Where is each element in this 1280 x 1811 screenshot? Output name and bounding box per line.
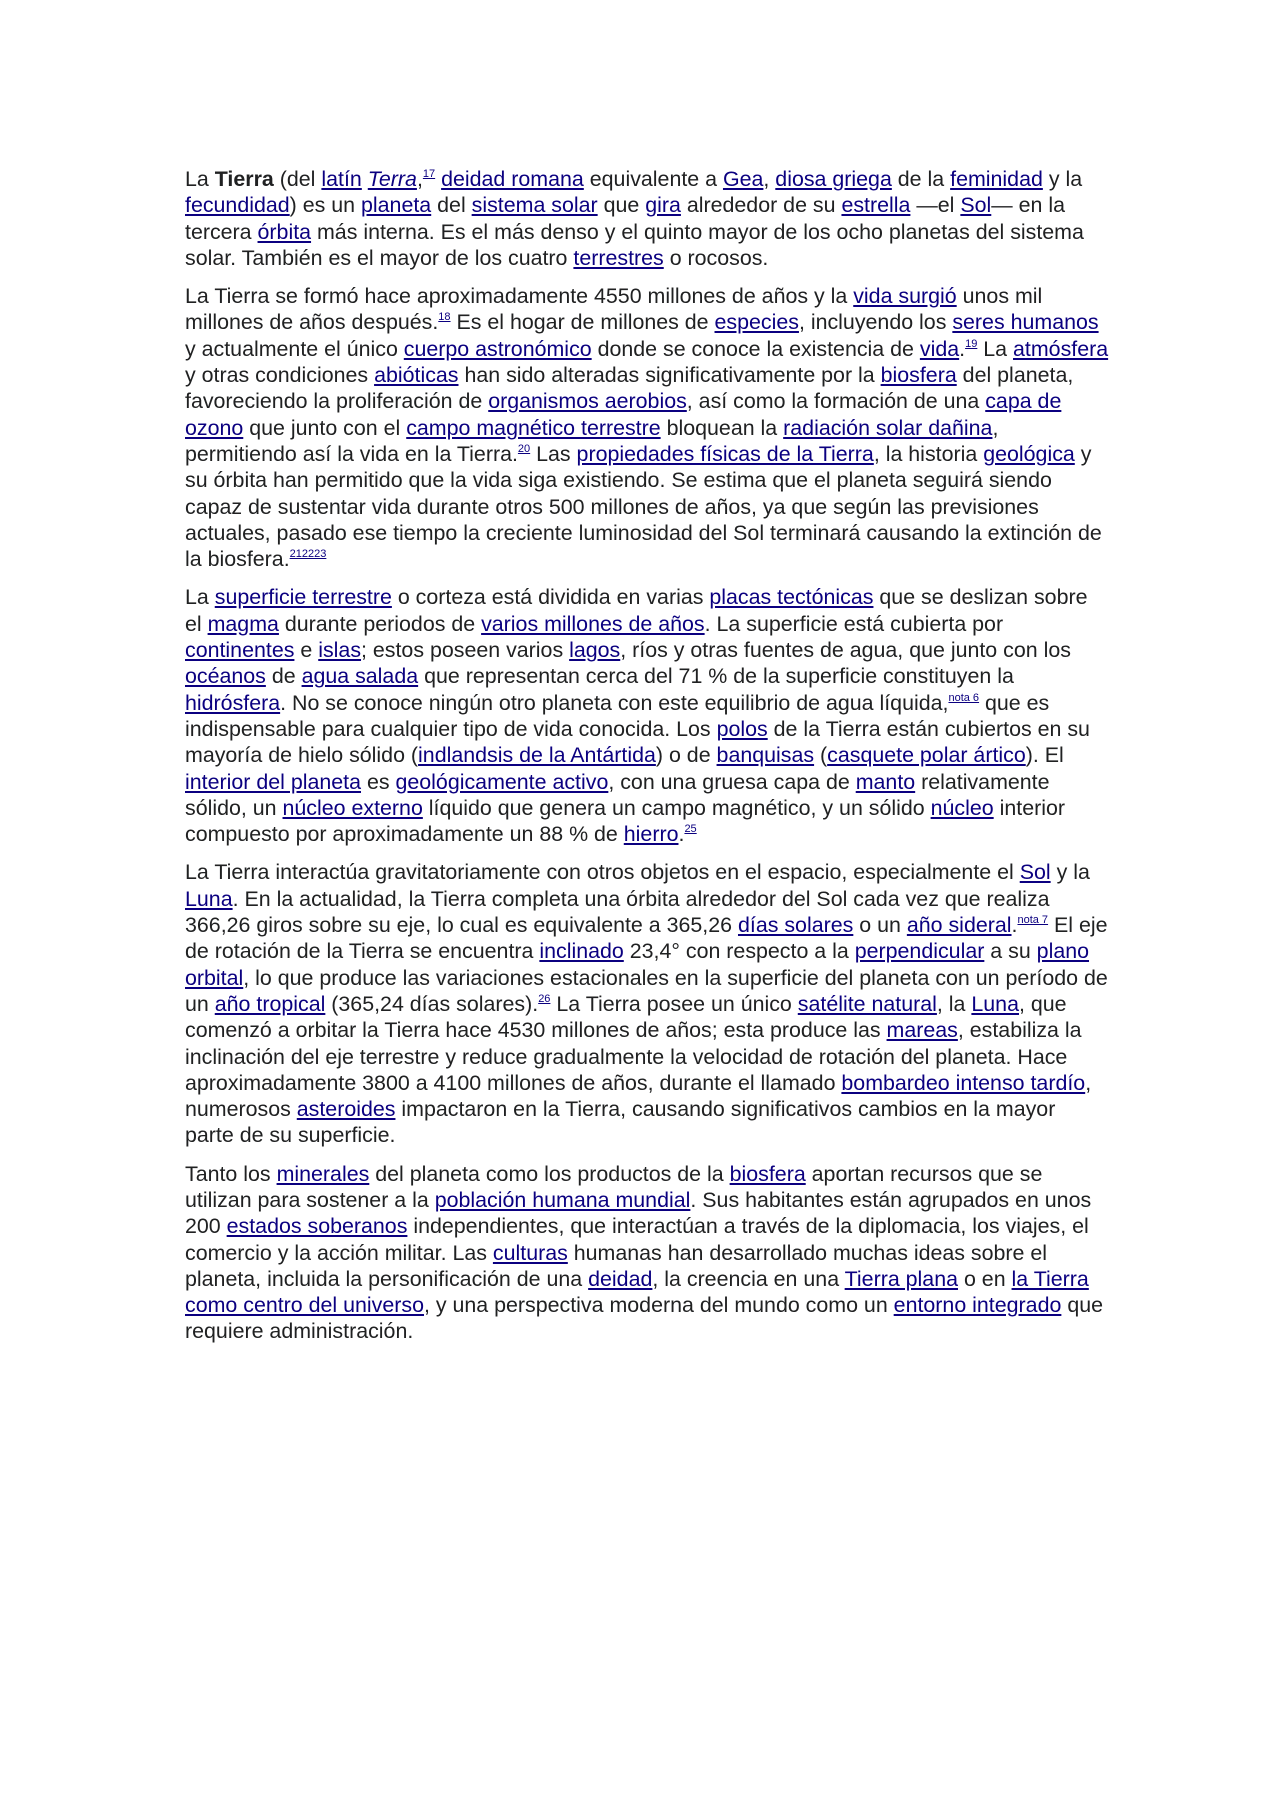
- link-vida-surgio[interactable]: vida surgió: [853, 284, 957, 309]
- text-run: del planeta como los productos de la: [369, 1161, 730, 1186]
- reference-sup: [290, 548, 327, 560]
- text-run: La Tierra posee un único: [550, 991, 798, 1016]
- text-run: que es indispensable para cualquier tipo de vida conocida. Los: [185, 690, 1050, 741]
- link-planeta[interactable]: planeta: [361, 193, 432, 218]
- reference-link-17[interactable]: 17: [422, 168, 436, 180]
- text-run: , y una perspectiva moderna del mundo como un: [423, 1293, 894, 1318]
- link-terra[interactable]: [368, 167, 417, 191]
- link-poblacion-humana-mundial[interactable]: población humana mundial: [434, 1187, 691, 1212]
- link-perpendicular[interactable]: perpendicular: [854, 939, 985, 964]
- text-run: bloquean la: [660, 415, 784, 440]
- link-bombardeo-intenso-tardio[interactable]: bombardeo intenso tardío: [841, 1070, 1086, 1095]
- text-run: .: [678, 822, 685, 847]
- link-geologica[interactable]: geológica: [983, 441, 1075, 466]
- link-cuerpo-astronomico[interactable]: cuerpo astronómico: [403, 336, 592, 361]
- text-run: y la: [1050, 860, 1090, 885]
- text-run: , que comenzó a orbitar la Tierra hace 4530 millones de años; esta produce las: [185, 991, 1067, 1043]
- link-biosfera[interactable]: biosfera: [729, 1161, 806, 1186]
- article-body: [185, 166, 1110, 1357]
- reference-sup: [1017, 914, 1048, 926]
- link-continentes[interactable]: continentes: [185, 638, 295, 663]
- reference-link-20[interactable]: 20: [517, 442, 531, 455]
- text-run: . La superficie está cubierta por: [704, 611, 1004, 636]
- text-run: de la: [891, 167, 951, 191]
- link-capa-de-ozono[interactable]: capa de ozono: [185, 389, 1062, 440]
- reference-sup: [684, 823, 696, 835]
- link-hidrosfera[interactable]: hidrósfera: [185, 690, 281, 715]
- link-casquete-polar-artico[interactable]: casquete polar ártico: [827, 743, 1026, 768]
- link-organismos-aerobios[interactable]: organismos aerobios: [488, 389, 687, 414]
- text-run: líquido que genera un campo magnético, y un sólido: [422, 795, 931, 820]
- text-run: han sido alteradas significativamente por la: [458, 363, 881, 388]
- text-run: humanas han desarrollado muchas ideas sobre el planeta, incluida la personificación de una: [185, 1240, 1048, 1291]
- link-dias-solares[interactable]: días solares: [737, 913, 854, 938]
- paragraph-3: [185, 584, 1110, 847]
- reference-link-nota-6[interactable]: nota 6: [948, 691, 980, 704]
- link-seres-humanos[interactable]: seres humanos: [952, 310, 1099, 335]
- text-run: y otras condiciones: [185, 363, 375, 388]
- link-diosa-griega[interactable]: diosa griega: [775, 167, 892, 191]
- link-islas[interactable]: islas: [318, 638, 362, 663]
- text-run: La: [185, 585, 215, 610]
- text-run: ). El: [1025, 743, 1064, 768]
- text-run: de la Tierra están cubiertos en su mayoría de hielo sólido (: [185, 716, 1090, 768]
- reference-sup: [423, 168, 435, 180]
- paragraph-2: [185, 283, 1110, 572]
- text-run: que representan cerca del 71 % de la superficie constituyen la: [418, 664, 1014, 689]
- link-ano-tropical[interactable]: año tropical: [214, 991, 326, 1016]
- link-ano-sideral[interactable]: año sideral: [906, 913, 1012, 938]
- reference-link-18[interactable]: 18: [438, 311, 451, 324]
- text-run: del planeta, favoreciendo la proliferación de: [185, 363, 1074, 414]
- link-manto[interactable]: manto: [855, 769, 916, 794]
- link-lagos[interactable]: lagos: [569, 638, 621, 663]
- link-indlandsis-de-la-antartida[interactable]: indlandsis de la Antártida: [418, 743, 656, 768]
- text-run: o un: [853, 913, 907, 938]
- link-sol[interactable]: Sol: [960, 193, 992, 218]
- text-run: — en la tercera: [185, 193, 1065, 244]
- text-run: más interna. Es el más denso y el quinto mayor de los ocho planetas del sistema solar. También es el mayor de los cuatro: [185, 219, 1084, 270]
- link-atmosfera[interactable]: atmósfera: [1013, 336, 1109, 361]
- link-biosfera[interactable]: biosfera: [880, 363, 957, 388]
- text-run: , lo que produce las variaciones estacionales en la superficie del planeta con un período de un: [185, 965, 1108, 1016]
- italic-text: Terra: [367, 167, 417, 191]
- text-run: ; estos poseen varios: [361, 638, 570, 663]
- text-run: La: [185, 167, 215, 191]
- link-placas-tectonicas[interactable]: placas tectónicas: [709, 585, 874, 610]
- link-interior-del-planeta[interactable]: interior del planeta: [185, 769, 361, 794]
- text-run: (365,24 días solares).: [325, 991, 539, 1016]
- text-run: e: [294, 638, 319, 663]
- text-run: alrededor de su: [680, 193, 842, 218]
- link-oceanos[interactable]: océanos: [185, 664, 266, 689]
- link-abioticas[interactable]: abióticas: [374, 363, 459, 388]
- link-satelite-natural[interactable]: satélite natural: [797, 991, 937, 1016]
- text-run: o corteza está dividida en varias: [391, 585, 710, 610]
- link-feminidad[interactable]: feminidad: [950, 167, 1043, 191]
- link-estrella[interactable]: estrella: [841, 193, 911, 218]
- text-run: .: [959, 336, 966, 361]
- reference-link-25[interactable]: 25: [684, 823, 697, 836]
- text-run: independientes, que interactúan a través de la diplomacia, los viajes, el comercio y la acción militar. Las: [185, 1214, 1089, 1265]
- reference-sup: [438, 311, 450, 323]
- link-latin[interactable]: latín: [321, 167, 362, 191]
- link-minerales[interactable]: minerales: [276, 1161, 370, 1186]
- bold-term: Tierra: [214, 167, 274, 191]
- reference-link-nota-7[interactable]: nota 7: [1017, 914, 1049, 927]
- text-run: Las: [530, 441, 577, 466]
- link-la-tierra-como-centro-del-universo[interactable]: la Tierra como centro del universo: [185, 1266, 1089, 1318]
- text-run: El eje de rotación de la Tierra se encuentra: [185, 913, 1108, 964]
- link-nucleo-externo[interactable]: núcleo externo: [282, 795, 423, 820]
- text-run: que requiere administración.: [185, 1293, 1104, 1344]
- link-deidad-romana[interactable]: deidad romana: [441, 167, 584, 191]
- reference-link-26[interactable]: 26: [538, 992, 551, 1005]
- link-radiacion-solar-danina[interactable]: radiación solar dañina: [783, 415, 993, 440]
- text-run: ) es un: [289, 193, 362, 218]
- text-run: , con una gruesa capa de: [608, 769, 856, 794]
- text-run: aportan recursos que se utilizan para sostener a la: [185, 1161, 1043, 1212]
- text-run: , numerosos: [185, 1070, 1092, 1122]
- text-run: . No se conoce ningún otro planeta con este equilibrio de agua líquida,: [280, 690, 949, 715]
- link-plano-orbital[interactable]: plano orbital: [185, 939, 1090, 990]
- text-run: ,: [763, 167, 776, 191]
- reference-sup: [965, 338, 977, 350]
- text-run: 23,4° con respecto a la: [623, 939, 855, 964]
- text-run: que: [597, 193, 646, 218]
- text-run: Tanto los: [185, 1161, 277, 1186]
- text-run: durante periodos de: [278, 611, 482, 636]
- link-superficie-terrestre[interactable]: superficie terrestre: [214, 585, 392, 610]
- text-run: o en: [958, 1266, 1012, 1291]
- text-run: —el: [910, 193, 961, 218]
- link-agua-salada[interactable]: agua salada: [301, 664, 419, 689]
- text-run: La Tierra se formó hace aproximadamente 4550 millones de años y la: [185, 284, 854, 309]
- text-run: que junto con el: [243, 415, 407, 440]
- text-run: interior compuesto por aproximadamente un 88 % de: [185, 795, 1065, 847]
- text-run: o rocosos.: [663, 245, 769, 270]
- text-run: . Sus habitantes están agrupados en unos 200: [185, 1187, 1092, 1239]
- text-run: , así como la formación de una: [686, 389, 986, 414]
- text-run: unos mil millones de años después.: [185, 284, 1043, 335]
- text-run: La Tierra interactúa gravitatoriamente con otros objetos en el espacio, especialmente el: [185, 860, 1020, 885]
- text-run: donde se conoce la existencia de: [591, 336, 920, 361]
- reference-link-19[interactable]: 19: [965, 337, 978, 350]
- link-asteroides[interactable]: asteroides: [296, 1097, 396, 1122]
- reference-sup: [538, 993, 550, 1005]
- link-luna[interactable]: Luna: [185, 886, 233, 911]
- link-terrestres[interactable]: terrestres: [573, 245, 664, 270]
- link-deidad[interactable]: deidad: [588, 1266, 653, 1291]
- link-nucleo[interactable]: núcleo: [930, 795, 994, 820]
- link-banquisas[interactable]: banquisas: [716, 743, 815, 768]
- text-run: ,: [416, 167, 423, 191]
- link-especies[interactable]: especies: [714, 310, 799, 335]
- link-sistema-solar[interactable]: sistema solar: [471, 193, 598, 218]
- text-run: impactaron en la Tierra, causando significativos cambios en la mayor parte de su superficie.: [185, 1097, 1056, 1148]
- text-run: . En la actualidad, la Tierra completa una órbita alrededor del Sol cada vez que realiza 366,26 giros sobre su eje, lo cual es equivalente a 365,26: [185, 886, 1050, 938]
- link-magma[interactable]: magma: [207, 611, 279, 636]
- text-run: (del: [273, 167, 322, 191]
- link-gea[interactable]: Gea: [722, 167, 764, 191]
- text-run: , la historia: [873, 441, 984, 466]
- link-orbita[interactable]: órbita: [257, 219, 312, 244]
- link-entorno-integrado[interactable]: entorno integrado: [893, 1293, 1062, 1318]
- link-mareas[interactable]: mareas: [886, 1018, 958, 1043]
- link-vida[interactable]: vida: [919, 336, 960, 361]
- paragraph-4: [185, 859, 1110, 1148]
- text-run: que se deslizan sobre el: [185, 585, 1088, 636]
- text-run: ) o de: [655, 743, 717, 768]
- link-varios-millones-de-anos[interactable]: varios millones de años: [481, 611, 705, 636]
- link-tierra-plana[interactable]: Tierra plana: [844, 1266, 959, 1291]
- text-run: , ríos y otras fuentes de agua, que junto con los: [620, 638, 1071, 663]
- paragraph-5: [185, 1161, 1110, 1345]
- text-run: equivalente a: [583, 167, 723, 191]
- text-run: , estabiliza la inclinación del eje terrestre y reduce gradualmente la velocidad de rotación del planeta. Hace aproximadamente 3800 a 4100 millones de años, durante el llamado: [185, 1018, 1082, 1095]
- reference-sup: [518, 443, 530, 455]
- text-run: La: [977, 336, 1014, 361]
- text-run: y su órbita han permitido que la vida siga existiendo. Se estima que el planeta seguirá siendo capaz de sustentar vida durante otros 500 millones de años, ya que según las previsiones actuales, pasado ese tiempo la creciente luminosidad del Sol terminará causando la extinción de la biosfera.: [185, 441, 1102, 572]
- text-run: Es el hogar de millones de: [450, 310, 715, 335]
- text-run: a su: [984, 939, 1037, 964]
- text-run: relativamente sólido, un: [185, 769, 1050, 820]
- link-inclinado[interactable]: inclinado: [539, 939, 624, 964]
- link-estados-soberanos[interactable]: estados soberanos: [226, 1214, 408, 1239]
- text-run: del: [431, 193, 472, 218]
- link-campo-magnetico-terrestre[interactable]: campo magnético terrestre: [406, 415, 661, 440]
- link-polos[interactable]: polos: [716, 716, 768, 741]
- text-run: es: [361, 769, 396, 794]
- link-sol[interactable]: Sol: [1019, 860, 1051, 885]
- text-run: .: [1011, 913, 1018, 938]
- link-luna[interactable]: Luna: [971, 991, 1019, 1016]
- link-propiedades-fisicas-de-la-tierra[interactable]: propiedades físicas de la Tierra: [576, 441, 874, 466]
- reference-sup: [948, 692, 979, 704]
- link-geologicamente-activo[interactable]: geológicamente activo: [395, 769, 609, 794]
- link-gira[interactable]: gira: [645, 193, 681, 218]
- text-run: , permitiendo así la vida en la Tierra.: [185, 415, 999, 466]
- paragraph-1: [185, 166, 1110, 271]
- reference-link-212223[interactable]: 212223: [289, 548, 327, 561]
- link-fecundidad[interactable]: fecundidad: [185, 193, 290, 218]
- text-run: , la creencia en una: [652, 1266, 845, 1291]
- text-run: (: [814, 743, 828, 768]
- link-culturas[interactable]: culturas: [492, 1240, 568, 1265]
- text-run: , incluyendo los: [798, 310, 953, 335]
- text-run: y actualmente el único: [185, 336, 404, 361]
- text-run: de: [265, 664, 302, 689]
- link-hierro[interactable]: hierro: [623, 822, 679, 847]
- text-run: y la: [1042, 167, 1083, 191]
- text-run: , la: [936, 991, 972, 1016]
